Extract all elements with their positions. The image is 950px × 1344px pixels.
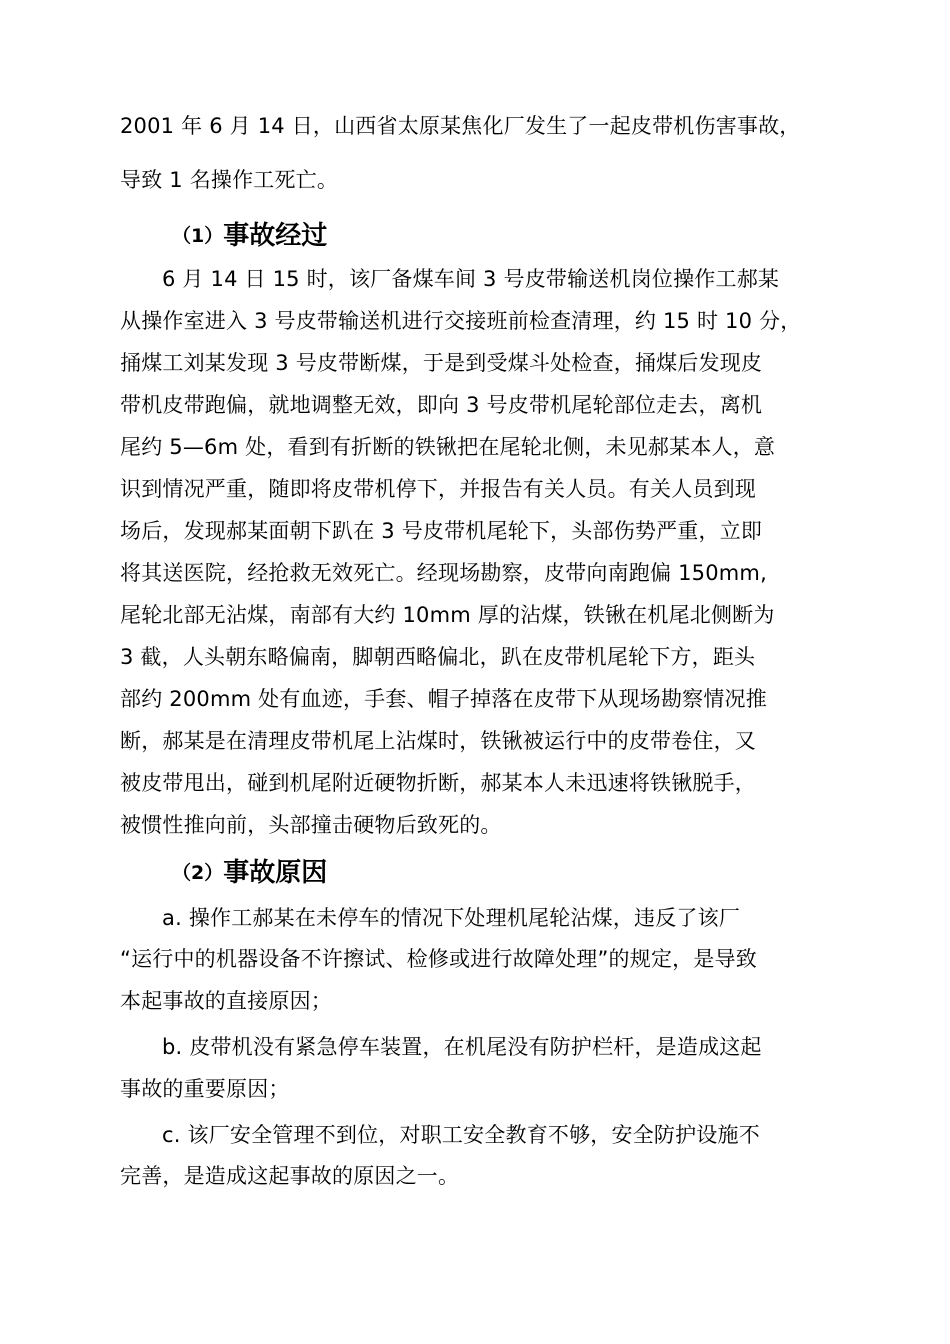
paragraph-line: 场后，发现郝某面朝下趴在 3 号皮带机尾轮下，头部伤势严重，立即: [120, 519, 763, 543]
paragraph-line: 被惯性推向前，头部撞击硬物后致死的。: [120, 813, 502, 837]
section-number: （1）: [172, 225, 224, 247]
section-title: 事故原因: [223, 858, 328, 888]
paragraph-line: 被皮带甩出，碰到机尾附近硬物折断，郝某本人未迅速将铁锹脱手，: [120, 771, 756, 795]
intro-line: 导致 1 名操作工死亡。: [120, 168, 339, 192]
paragraph-line: 将其送医院，经抢救无效死亡。经现场勘察，皮带向南跑偏 150mm,: [120, 561, 767, 585]
paragraph-line: 本起事故的直接原因；: [120, 989, 332, 1013]
paragraph-line: a. 操作工郝某在未停车的情况下处理机尾轮沾煤，违反了该厂: [162, 906, 741, 930]
paragraph-line: 尾约 5—6m 处，看到有折断的铁锹把在尾轮北侧，未见郝某本人，意: [120, 435, 776, 459]
section-number: （2）: [172, 862, 224, 884]
paragraph-line: c. 该厂安全管理不到位，对职工安全教育不够，安全防护设施不: [162, 1123, 760, 1147]
paragraph-line: b. 皮带机没有紧急停车装置，在机尾没有防护栏杆，是造成这起: [162, 1035, 762, 1059]
paragraph-line: 尾轮北部无沾煤，南部有大约 10mm 厚的沾煤，铁锹在机尾北侧断为: [120, 603, 775, 627]
intro-line: 2001 年 6 月 14 日，山西省太原某焦化厂发生了一起皮带机伤害事故，: [120, 114, 801, 138]
paragraph-line: 带机皮带跑偏，就地调整无效，即向 3 号皮带机尾轮部位走去，离机: [120, 393, 763, 417]
paragraph-line: 3 截，人头朝东略偏南，脚朝西略偏北，趴在皮带机尾轮下方，距头: [120, 645, 756, 669]
section-heading: [172, 855, 327, 891]
paragraph-line: 从操作室进入 3 号皮带输送机进行交接班前检查清理，约 15 时 10 分，: [120, 309, 802, 333]
paragraph-line: 6 月 14 日 15 时，该厂备煤车间 3 号皮带输送机岗位操作工郝某: [162, 267, 780, 291]
paragraph-line: 捅煤工刘某发现 3 号皮带断煤，于是到受煤斗处检查，捅煤后发现皮: [120, 351, 763, 375]
paragraph-line: 事故的重要原因；: [120, 1077, 290, 1101]
paragraph-line: 部约 200mm 处有血迹，手套、帽子掉落在皮带下从现场勘察情况推: [120, 687, 767, 711]
paragraph-line: 完善，是造成这起事故的原因之一。: [120, 1164, 460, 1188]
section-title: 事故经过: [223, 221, 328, 251]
paragraph-line: “运行中的机器设备不许擦试、检修或进行故障处理”的规定，是导致: [120, 947, 757, 971]
paragraph-line: 识到情况严重，随即将皮带机停下，并报告有关人员。有关人员到现: [120, 477, 756, 501]
paragraph-line: 断，郝某是在清理皮带机尾上沾煤时，铁锹被运行中的皮带卷住，又: [120, 729, 756, 753]
section-heading: [172, 218, 327, 254]
